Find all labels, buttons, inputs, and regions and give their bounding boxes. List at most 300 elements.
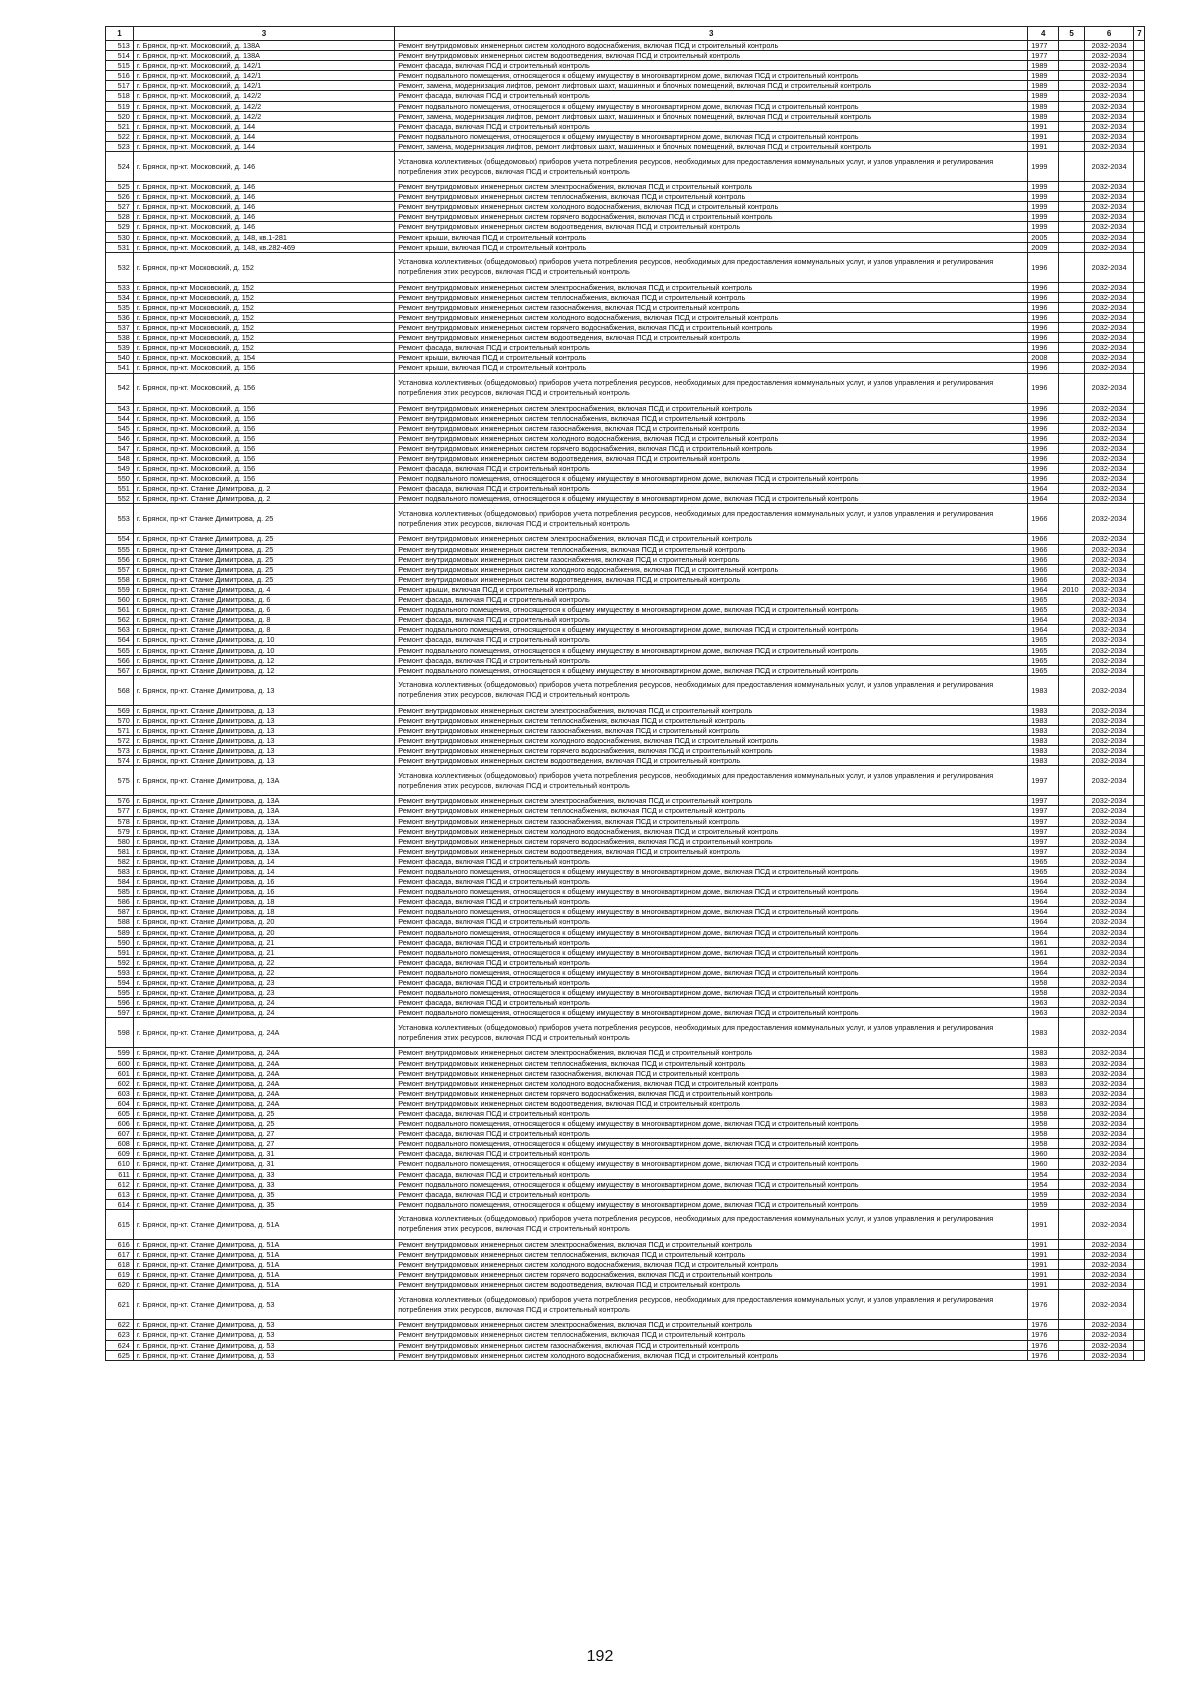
year-last-repair-cell bbox=[1059, 292, 1085, 302]
address-cell: г. Брянск, пр-кт. Станке Димитрова, д. 51А bbox=[133, 1250, 394, 1260]
table-row bbox=[106, 1149, 1145, 1159]
table-row bbox=[106, 1340, 1145, 1350]
extra-cell bbox=[1134, 71, 1145, 81]
extra-cell bbox=[1134, 937, 1145, 947]
year-last-repair-cell bbox=[1059, 1270, 1085, 1280]
work-type-cell: Ремонт внутридомовых инженерных систем теплоснабжения, включая ПСД и строительный контроль bbox=[395, 544, 1028, 554]
work-type-cell: Ремонт фасада, включая ПСД и строительный контроль bbox=[395, 1149, 1028, 1159]
year-last-repair-cell bbox=[1059, 1159, 1085, 1169]
table-row bbox=[106, 333, 1145, 343]
row-number-cell: 596 bbox=[106, 998, 134, 1008]
extra-cell bbox=[1134, 574, 1145, 584]
work-type-cell: Установка коллективных (общедомовых) приборов учета потребления ресурсов, необходимых для предоставления коммунальных услуг, и узлов управления и регулирования потребления этих ресурсов, включая ПСД и строительный контроль bbox=[395, 373, 1028, 403]
row-number-cell: 557 bbox=[106, 564, 134, 574]
year-last-repair-cell bbox=[1059, 856, 1085, 866]
work-type-cell: Ремонт внутридомовых инженерных систем электроснабжения, включая ПСД и строительный контроль bbox=[395, 1239, 1028, 1249]
table-row bbox=[106, 242, 1145, 252]
work-type-cell: Установка коллективных (общедомовых) приборов учета потребления ресурсов, необходимых для предоставления коммунальных услуг, и узлов управления и регулирования потребления этих ресурсов, включая ПСД и строительный контроль bbox=[395, 1018, 1028, 1048]
extra-cell bbox=[1134, 1290, 1145, 1320]
table-row bbox=[106, 564, 1145, 574]
row-number-cell: 534 bbox=[106, 292, 134, 302]
address-cell: г. Брянск, пр-кт. Московский, д. 146 bbox=[133, 192, 394, 202]
planned-period-cell: 2032-2034 bbox=[1084, 81, 1133, 91]
extra-cell bbox=[1134, 91, 1145, 101]
row-number-cell: 564 bbox=[106, 635, 134, 645]
header-cell-5: 5 bbox=[1059, 27, 1085, 41]
table-row bbox=[106, 423, 1145, 433]
planned-period-cell: 2032-2034 bbox=[1084, 1209, 1133, 1239]
extra-cell bbox=[1134, 61, 1145, 71]
work-type-cell: Ремонт крыши, включая ПСД и строительный контроль bbox=[395, 584, 1028, 594]
row-number-cell: 566 bbox=[106, 655, 134, 665]
row-number-cell: 623 bbox=[106, 1330, 134, 1340]
extra-cell bbox=[1134, 877, 1145, 887]
year-built-cell: 1997 bbox=[1028, 826, 1059, 836]
address-cell: г. Брянск, пр-кт. Станке Димитрова, д. 51А bbox=[133, 1209, 394, 1239]
address-cell: г. Брянск, пр-кт. Станке Димитрова, д. 24А bbox=[133, 1048, 394, 1058]
table-row bbox=[106, 363, 1145, 373]
work-type-cell: Ремонт внутридомовых инженерных систем водоотведения, включая ПСД и строительный контроль bbox=[395, 756, 1028, 766]
year-last-repair-cell bbox=[1059, 312, 1085, 322]
work-type-cell: Ремонт фасада, включая ПСД и строительный контроль bbox=[395, 1108, 1028, 1118]
year-last-repair-cell bbox=[1059, 615, 1085, 625]
extra-cell bbox=[1134, 655, 1145, 665]
address-cell: г. Брянск, пр-кт. Станке Димитрова, д. 53 bbox=[133, 1290, 394, 1320]
address-cell: г. Брянск, пр-кт. Московский, д. 154 bbox=[133, 353, 394, 363]
table-row bbox=[106, 967, 1145, 977]
work-type-cell: Ремонт фасада, включая ПСД и строительный контроль bbox=[395, 998, 1028, 1008]
year-last-repair-cell bbox=[1059, 413, 1085, 423]
year-last-repair-cell bbox=[1059, 1149, 1085, 1159]
extra-cell bbox=[1134, 887, 1145, 897]
table-row bbox=[106, 544, 1145, 554]
year-built-cell: 1983 bbox=[1028, 725, 1059, 735]
table-row bbox=[106, 846, 1145, 856]
row-number-cell: 587 bbox=[106, 907, 134, 917]
work-type-cell: Ремонт подвального помещения, относящегося к общему имуществу в многоквартирном доме, включая ПСД и строительный контроль bbox=[395, 967, 1028, 977]
year-last-repair-cell bbox=[1059, 1250, 1085, 1260]
year-last-repair-cell bbox=[1059, 454, 1085, 464]
address-cell: г. Брянск, пр-кт. Московский, д. 142/1 bbox=[133, 61, 394, 71]
row-number-cell: 555 bbox=[106, 544, 134, 554]
year-last-repair-cell bbox=[1059, 826, 1085, 836]
year-last-repair-cell bbox=[1059, 1078, 1085, 1088]
work-type-cell: Ремонт внутридомовых инженерных систем электроснабжения, включая ПСД и строительный контроль bbox=[395, 182, 1028, 192]
year-built-cell: 1991 bbox=[1028, 121, 1059, 131]
address-cell: г. Брянск, пр-кт Московский, д. 152 bbox=[133, 343, 394, 353]
row-number-cell: 599 bbox=[106, 1048, 134, 1058]
table-row bbox=[106, 323, 1145, 333]
planned-period-cell: 2032-2034 bbox=[1084, 574, 1133, 584]
year-built-cell: 1983 bbox=[1028, 1068, 1059, 1078]
work-type-cell: Ремонт подвального помещения, относящегося к общему имуществу в многоквартирном доме, включая ПСД и строительный контроль bbox=[395, 887, 1028, 897]
planned-period-cell: 2032-2034 bbox=[1084, 856, 1133, 866]
extra-cell bbox=[1134, 363, 1145, 373]
planned-period-cell: 2032-2034 bbox=[1084, 202, 1133, 212]
address-cell: г. Брянск, пр-кт. Станке Димитрова, д. 14 bbox=[133, 867, 394, 877]
table-row bbox=[106, 675, 1145, 705]
row-number-cell: 575 bbox=[106, 766, 134, 796]
year-last-repair-cell bbox=[1059, 282, 1085, 292]
year-last-repair-cell: 2010 bbox=[1059, 584, 1085, 594]
table-row bbox=[106, 937, 1145, 947]
extra-cell bbox=[1134, 1129, 1145, 1139]
address-cell: г. Брянск, пр-кт. Станке Димитрова, д. 18 bbox=[133, 907, 394, 917]
work-type-cell: Ремонт фасада, включая ПСД и строительный контроль bbox=[395, 1189, 1028, 1199]
work-type-cell: Ремонт подвального помещения, относящегося к общему имуществу в многоквартирном доме, включая ПСД и строительный контроль bbox=[395, 947, 1028, 957]
header-cell-7: 7 bbox=[1134, 27, 1145, 41]
row-number-cell: 600 bbox=[106, 1058, 134, 1068]
year-last-repair-cell bbox=[1059, 423, 1085, 433]
year-last-repair-cell bbox=[1059, 967, 1085, 977]
table-row bbox=[106, 101, 1145, 111]
planned-period-cell: 2032-2034 bbox=[1084, 484, 1133, 494]
row-number-cell: 609 bbox=[106, 1149, 134, 1159]
row-number-cell: 549 bbox=[106, 464, 134, 474]
planned-period-cell: 2032-2034 bbox=[1084, 1078, 1133, 1088]
year-built-cell: 1991 bbox=[1028, 1209, 1059, 1239]
year-last-repair-cell bbox=[1059, 1209, 1085, 1239]
work-type-cell: Ремонт подвального помещения, относящегося к общему имуществу в многоквартирном доме, включая ПСД и строительный контроль bbox=[395, 1199, 1028, 1209]
extra-cell bbox=[1134, 1149, 1145, 1159]
address-cell: г. Брянск, пр-кт. Станке Димитрова, д. 53 bbox=[133, 1340, 394, 1350]
year-built-cell: 1996 bbox=[1028, 454, 1059, 464]
year-built-cell: 1999 bbox=[1028, 222, 1059, 232]
year-built-cell: 1964 bbox=[1028, 957, 1059, 967]
year-last-repair-cell bbox=[1059, 544, 1085, 554]
table-row bbox=[106, 1280, 1145, 1290]
address-cell: г. Брянск, пр-кт. Станке Димитрова, д. 20 bbox=[133, 927, 394, 937]
extra-cell bbox=[1134, 232, 1145, 242]
address-cell: г. Брянск, пр-кт. Московский, д. 144 bbox=[133, 121, 394, 131]
row-number-cell: 567 bbox=[106, 665, 134, 675]
year-built-cell: 1983 bbox=[1028, 756, 1059, 766]
extra-cell bbox=[1134, 544, 1145, 554]
work-type-cell: Ремонт внутридомовых инженерных систем холодного водоснабжения, включая ПСД и строительный контроль bbox=[395, 202, 1028, 212]
address-cell: г. Брянск, пр-кт. Московский, д. 156 bbox=[133, 423, 394, 433]
table-row bbox=[106, 182, 1145, 192]
address-cell: г. Брянск, пр-кт. Станке Димитрова, д. 23 bbox=[133, 988, 394, 998]
extra-cell bbox=[1134, 292, 1145, 302]
planned-period-cell: 2032-2034 bbox=[1084, 887, 1133, 897]
planned-period-cell: 2032-2034 bbox=[1084, 121, 1133, 131]
row-number-cell: 592 bbox=[106, 957, 134, 967]
year-built-cell: 1991 bbox=[1028, 141, 1059, 151]
year-built-cell: 1983 bbox=[1028, 1098, 1059, 1108]
table-row bbox=[106, 121, 1145, 131]
work-type-cell: Установка коллективных (общедомовых) приборов учета потребления ресурсов, необходимых для предоставления коммунальных услуг, и узлов управления и регулирования потребления этих ресурсов, включая ПСД и строительный контроль bbox=[395, 252, 1028, 282]
extra-cell bbox=[1134, 867, 1145, 877]
work-type-cell: Ремонт фасада, включая ПСД и строительный контроль bbox=[395, 61, 1028, 71]
planned-period-cell: 2032-2034 bbox=[1084, 1008, 1133, 1018]
year-last-repair-cell bbox=[1059, 957, 1085, 967]
extra-cell bbox=[1134, 1199, 1145, 1209]
table-row bbox=[106, 1320, 1145, 1330]
extra-cell bbox=[1134, 564, 1145, 574]
work-type-cell: Ремонт внутридомовых инженерных систем водоотведения, включая ПСД и строительный контроль bbox=[395, 574, 1028, 584]
table-row bbox=[106, 1119, 1145, 1129]
extra-cell bbox=[1134, 192, 1145, 202]
row-number-cell: 542 bbox=[106, 373, 134, 403]
row-number-cell: 617 bbox=[106, 1250, 134, 1260]
work-type-cell: Ремонт внутридомовых инженерных систем холодного водоснабжения, включая ПСД и строительный контроль bbox=[395, 312, 1028, 322]
year-last-repair-cell bbox=[1059, 836, 1085, 846]
work-type-cell: Ремонт внутридомовых инженерных систем водоотведения, включая ПСД и строительный контроль bbox=[395, 846, 1028, 856]
table-row bbox=[106, 41, 1145, 51]
extra-cell bbox=[1134, 1340, 1145, 1350]
planned-period-cell: 2032-2034 bbox=[1084, 947, 1133, 957]
year-built-cell: 1976 bbox=[1028, 1320, 1059, 1330]
year-built-cell: 1958 bbox=[1028, 978, 1059, 988]
address-cell: г. Брянск, пр-кт. Станке Димитрова, д. 35 bbox=[133, 1189, 394, 1199]
work-type-cell: Установка коллективных (общедомовых) приборов учета потребления ресурсов, необходимых для предоставления коммунальных услуг, и узлов управления и регулирования потребления этих ресурсов, включая ПСД и строительный контроль bbox=[395, 152, 1028, 182]
work-type-cell: Ремонт фасада, включая ПСД и строительный контроль bbox=[395, 917, 1028, 927]
year-built-cell: 1966 bbox=[1028, 534, 1059, 544]
address-cell: г. Брянск, пр-кт Московский, д. 152 bbox=[133, 312, 394, 322]
table-row bbox=[106, 192, 1145, 202]
row-number-cell: 519 bbox=[106, 101, 134, 111]
address-cell: г. Брянск, пр-кт. Станке Димитрова, д. 51А bbox=[133, 1239, 394, 1249]
address-cell: г. Брянск, пр-кт Московский, д. 152 bbox=[133, 282, 394, 292]
planned-period-cell: 2032-2034 bbox=[1084, 967, 1133, 977]
year-last-repair-cell bbox=[1059, 1058, 1085, 1068]
planned-period-cell: 2032-2034 bbox=[1084, 363, 1133, 373]
work-type-cell: Ремонт фасада, включая ПСД и строительный контроль bbox=[395, 635, 1028, 645]
row-number-cell: 559 bbox=[106, 584, 134, 594]
extra-cell bbox=[1134, 454, 1145, 464]
row-number-cell: 527 bbox=[106, 202, 134, 212]
table-row bbox=[106, 141, 1145, 151]
address-cell: г. Брянск, пр-кт. Станке Димитрова, д. 25 bbox=[133, 1108, 394, 1118]
table-row bbox=[106, 1189, 1145, 1199]
row-number-cell: 547 bbox=[106, 443, 134, 453]
extra-cell bbox=[1134, 1018, 1145, 1048]
year-built-cell: 1964 bbox=[1028, 494, 1059, 504]
extra-cell bbox=[1134, 423, 1145, 433]
row-number-cell: 608 bbox=[106, 1139, 134, 1149]
year-built-cell: 1958 bbox=[1028, 1129, 1059, 1139]
address-cell: г. Брянск, пр-кт. Станке Димитрова, д. 24А bbox=[133, 1018, 394, 1048]
extra-cell bbox=[1134, 1320, 1145, 1330]
planned-period-cell: 2032-2034 bbox=[1084, 504, 1133, 534]
planned-period-cell: 2032-2034 bbox=[1084, 1250, 1133, 1260]
address-cell: г. Брянск, пр-кт. Московский, д. 146 bbox=[133, 202, 394, 212]
year-built-cell: 1989 bbox=[1028, 71, 1059, 81]
work-type-cell: Ремонт крыши, включая ПСД и строительный контроль bbox=[395, 242, 1028, 252]
year-built-cell: 1996 bbox=[1028, 252, 1059, 282]
row-number-cell: 598 bbox=[106, 1018, 134, 1048]
address-cell: г. Брянск, пр-кт. Станке Димитрова, д. 31 bbox=[133, 1149, 394, 1159]
year-last-repair-cell bbox=[1059, 1068, 1085, 1078]
planned-period-cell: 2032-2034 bbox=[1084, 1139, 1133, 1149]
table-row bbox=[106, 252, 1145, 282]
planned-period-cell: 2032-2034 bbox=[1084, 1340, 1133, 1350]
year-last-repair-cell bbox=[1059, 1340, 1085, 1350]
extra-cell bbox=[1134, 1189, 1145, 1199]
address-cell: г. Брянск, пр-кт Станке Димитрова, д. 25 bbox=[133, 574, 394, 584]
year-built-cell: 1999 bbox=[1028, 202, 1059, 212]
table-row bbox=[106, 91, 1145, 101]
extra-cell bbox=[1134, 947, 1145, 957]
planned-period-cell: 2032-2034 bbox=[1084, 252, 1133, 282]
extra-cell bbox=[1134, 766, 1145, 796]
address-cell: г. Брянск, пр-кт. Станке Димитрова, д. 10 bbox=[133, 645, 394, 655]
year-last-repair-cell bbox=[1059, 1280, 1085, 1290]
address-cell: г. Брянск, пр-кт. Московский, д. 146 bbox=[133, 152, 394, 182]
table-row bbox=[106, 816, 1145, 826]
planned-period-cell: 2032-2034 bbox=[1084, 1280, 1133, 1290]
work-type-cell: Ремонт подвального помещения, относящегося к общему имуществу в многоквартирном доме, включая ПСД и строительный контроль bbox=[395, 1139, 1028, 1149]
planned-period-cell: 2032-2034 bbox=[1084, 584, 1133, 594]
year-built-cell: 1983 bbox=[1028, 746, 1059, 756]
work-type-cell: Ремонт внутридомовых инженерных систем горячего водоснабжения, включая ПСД и строительный контроль bbox=[395, 443, 1028, 453]
row-number-cell: 562 bbox=[106, 615, 134, 625]
year-built-cell: 1964 bbox=[1028, 917, 1059, 927]
extra-cell bbox=[1134, 1098, 1145, 1108]
address-cell: г. Брянск, пр-кт. Московский, д. 156 bbox=[133, 363, 394, 373]
table-row bbox=[106, 705, 1145, 715]
year-built-cell: 1996 bbox=[1028, 323, 1059, 333]
row-number-cell: 546 bbox=[106, 433, 134, 443]
planned-period-cell: 2032-2034 bbox=[1084, 665, 1133, 675]
table-row bbox=[106, 494, 1145, 504]
address-cell: г. Брянск, пр-кт. Станке Димитрова, д. 16 bbox=[133, 877, 394, 887]
table-row bbox=[106, 81, 1145, 91]
row-number-cell: 514 bbox=[106, 51, 134, 61]
table-row bbox=[106, 474, 1145, 484]
planned-period-cell: 2032-2034 bbox=[1084, 333, 1133, 343]
extra-cell bbox=[1134, 756, 1145, 766]
extra-cell bbox=[1134, 988, 1145, 998]
work-type-cell: Ремонт внутридомовых инженерных систем холодного водоснабжения, включая ПСД и строительный контроль bbox=[395, 564, 1028, 574]
planned-period-cell: 2032-2034 bbox=[1084, 101, 1133, 111]
planned-period-cell: 2032-2034 bbox=[1084, 705, 1133, 715]
planned-period-cell: 2032-2034 bbox=[1084, 242, 1133, 252]
planned-period-cell: 2032-2034 bbox=[1084, 71, 1133, 81]
extra-cell bbox=[1134, 1270, 1145, 1280]
planned-period-cell: 2032-2034 bbox=[1084, 544, 1133, 554]
row-number-cell: 589 bbox=[106, 927, 134, 937]
extra-cell bbox=[1134, 917, 1145, 927]
planned-period-cell: 2032-2034 bbox=[1084, 715, 1133, 725]
table-row bbox=[106, 312, 1145, 322]
planned-period-cell: 2032-2034 bbox=[1084, 1058, 1133, 1068]
year-built-cell: 1964 bbox=[1028, 897, 1059, 907]
address-cell: г. Брянск, пр-кт. Московский, д. 156 bbox=[133, 403, 394, 413]
planned-period-cell: 2032-2034 bbox=[1084, 323, 1133, 333]
planned-period-cell: 2032-2034 bbox=[1084, 534, 1133, 544]
extra-cell bbox=[1134, 152, 1145, 182]
work-type-cell: Ремонт фасада, включая ПСД и строительный контроль bbox=[395, 1169, 1028, 1179]
row-number-cell: 590 bbox=[106, 937, 134, 947]
year-built-cell: 1996 bbox=[1028, 282, 1059, 292]
row-number-cell: 622 bbox=[106, 1320, 134, 1330]
address-cell: г. Брянск, пр-кт. Московский, д. 142/1 bbox=[133, 71, 394, 81]
year-built-cell: 1965 bbox=[1028, 595, 1059, 605]
extra-cell bbox=[1134, 1159, 1145, 1169]
year-built-cell: 1999 bbox=[1028, 212, 1059, 222]
row-number-cell: 525 bbox=[106, 182, 134, 192]
table-row bbox=[106, 655, 1145, 665]
row-number-cell: 586 bbox=[106, 897, 134, 907]
planned-period-cell: 2032-2034 bbox=[1084, 413, 1133, 423]
extra-cell bbox=[1134, 212, 1145, 222]
table-row bbox=[106, 554, 1145, 564]
year-built-cell: 1966 bbox=[1028, 504, 1059, 534]
work-type-cell: Ремонт подвального помещения, относящегося к общему имуществу в многоквартирном доме, включая ПСД и строительный контроль bbox=[395, 665, 1028, 675]
planned-period-cell: 2032-2034 bbox=[1084, 454, 1133, 464]
planned-period-cell: 2032-2034 bbox=[1084, 91, 1133, 101]
work-type-cell: Ремонт фасада, включая ПСД и строительный контроль bbox=[395, 937, 1028, 947]
row-number-cell: 551 bbox=[106, 484, 134, 494]
planned-period-cell: 2032-2034 bbox=[1084, 1119, 1133, 1129]
planned-period-cell: 2032-2034 bbox=[1084, 907, 1133, 917]
address-cell: г. Брянск, пр-кт. Станке Димитрова, д. 13 bbox=[133, 705, 394, 715]
extra-cell bbox=[1134, 474, 1145, 484]
row-number-cell: 545 bbox=[106, 423, 134, 433]
planned-period-cell: 2032-2034 bbox=[1084, 1068, 1133, 1078]
work-type-cell: Ремонт внутридомовых инженерных систем электроснабжения, включая ПСД и строительный контроль bbox=[395, 1048, 1028, 1058]
table-row bbox=[106, 1179, 1145, 1189]
row-number-cell: 597 bbox=[106, 1008, 134, 1018]
year-built-cell: 1958 bbox=[1028, 1119, 1059, 1129]
year-built-cell: 1989 bbox=[1028, 81, 1059, 91]
extra-cell bbox=[1134, 1330, 1145, 1340]
extra-cell bbox=[1134, 373, 1145, 403]
planned-period-cell: 2032-2034 bbox=[1084, 605, 1133, 615]
extra-cell bbox=[1134, 665, 1145, 675]
year-built-cell: 1991 bbox=[1028, 131, 1059, 141]
table-row bbox=[106, 725, 1145, 735]
year-built-cell: 1996 bbox=[1028, 443, 1059, 453]
address-cell: г. Брянск, пр-кт. Московский, д. 156 bbox=[133, 443, 394, 453]
year-last-repair-cell bbox=[1059, 121, 1085, 131]
table-row bbox=[106, 917, 1145, 927]
row-number-cell: 584 bbox=[106, 877, 134, 887]
work-type-cell: Ремонт подвального помещения, относящегося к общему имуществу в многоквартирном доме, включая ПСД и строительный контроль bbox=[395, 605, 1028, 615]
table-row bbox=[106, 504, 1145, 534]
extra-cell bbox=[1134, 595, 1145, 605]
extra-cell bbox=[1134, 725, 1145, 735]
year-built-cell: 1976 bbox=[1028, 1340, 1059, 1350]
extra-cell bbox=[1134, 534, 1145, 544]
address-cell: г. Брянск, пр-кт Московский, д. 152 bbox=[133, 323, 394, 333]
year-last-repair-cell bbox=[1059, 131, 1085, 141]
address-cell: г. Брянск, пр-кт. Московский, д. 156 bbox=[133, 413, 394, 423]
table-row bbox=[106, 51, 1145, 61]
address-cell: г. Брянск, пр-кт. Станке Димитрова, д. 12 bbox=[133, 665, 394, 675]
planned-period-cell: 2032-2034 bbox=[1084, 1179, 1133, 1189]
row-number-cell: 537 bbox=[106, 323, 134, 333]
year-built-cell: 1999 bbox=[1028, 192, 1059, 202]
year-last-repair-cell bbox=[1059, 867, 1085, 877]
planned-period-cell: 2032-2034 bbox=[1084, 1088, 1133, 1098]
planned-period-cell: 2032-2034 bbox=[1084, 51, 1133, 61]
row-number-cell: 560 bbox=[106, 595, 134, 605]
address-cell: г. Брянск, пр-кт. Станке Димитрова, д. 21 bbox=[133, 947, 394, 957]
work-type-cell: Ремонт внутридомовых инженерных систем водоотведения, включая ПСД и строительный контроль bbox=[395, 1280, 1028, 1290]
extra-cell bbox=[1134, 182, 1145, 192]
year-last-repair-cell bbox=[1059, 51, 1085, 61]
table-row bbox=[106, 736, 1145, 746]
work-type-cell: Ремонт внутридомовых инженерных систем горячего водоснабжения, включая ПСД и строительный контроль bbox=[395, 323, 1028, 333]
year-built-cell: 1997 bbox=[1028, 806, 1059, 816]
table-row bbox=[106, 957, 1145, 967]
extra-cell bbox=[1134, 323, 1145, 333]
work-type-cell: Ремонт фасада, включая ПСД и строительный контроль bbox=[395, 897, 1028, 907]
planned-period-cell: 2032-2034 bbox=[1084, 152, 1133, 182]
table-row bbox=[106, 1169, 1145, 1179]
